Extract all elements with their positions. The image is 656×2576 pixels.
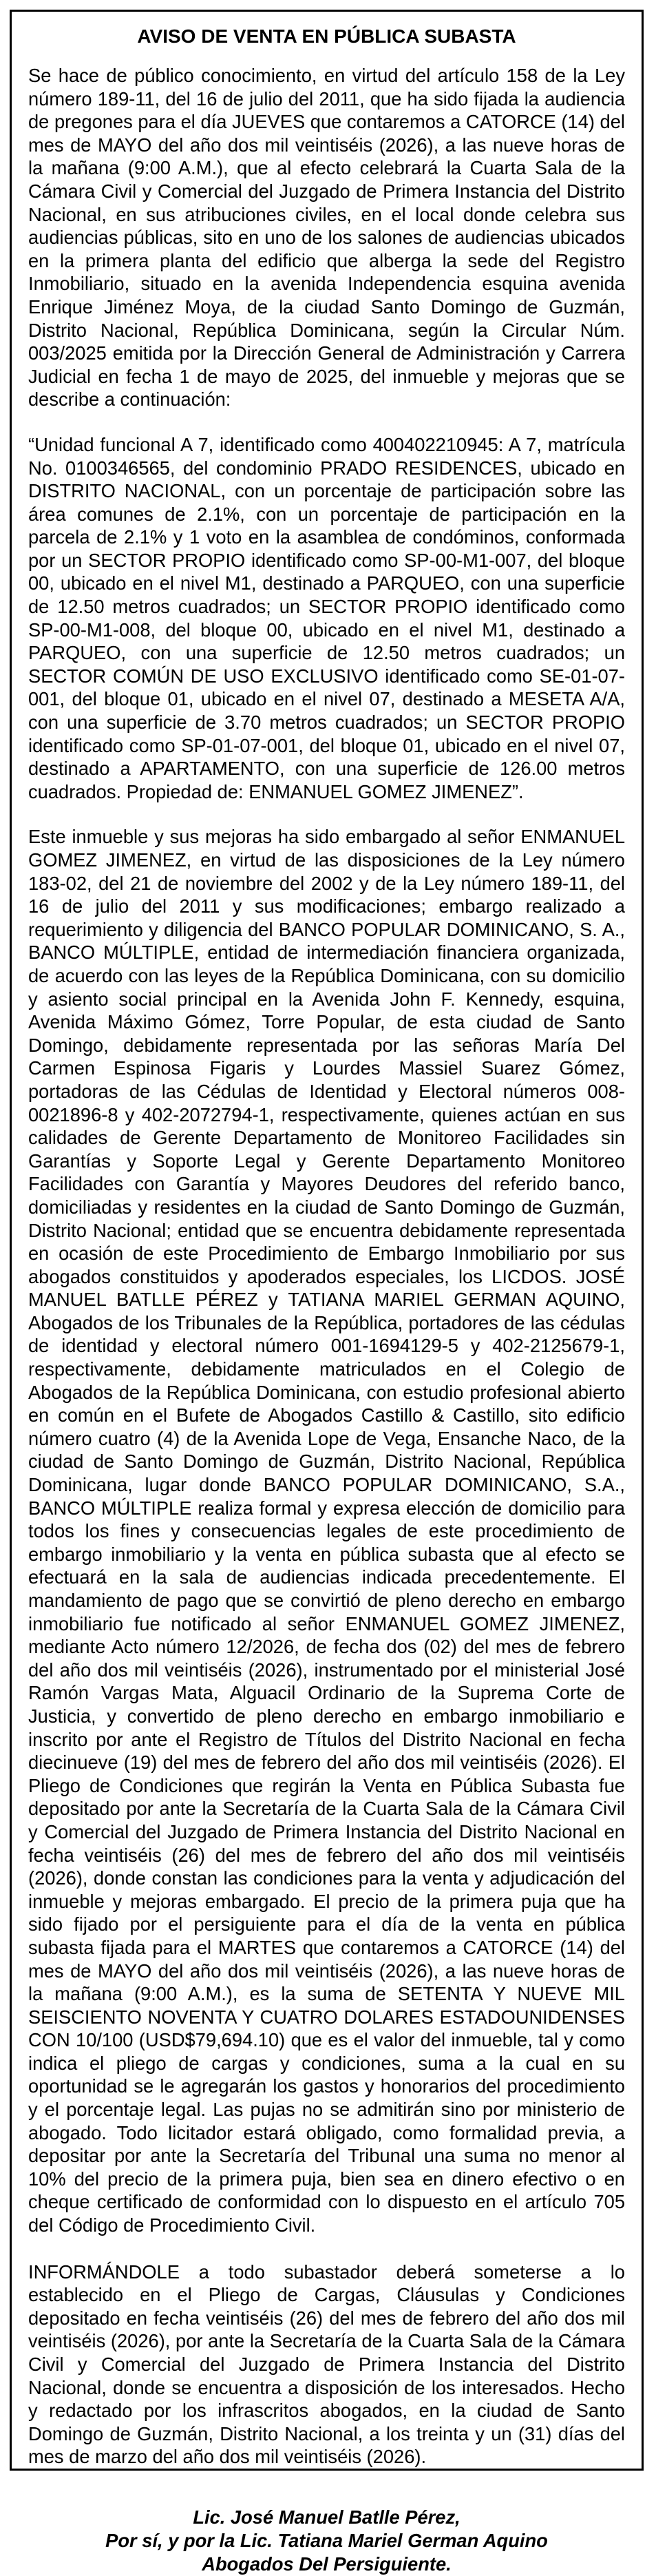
signature-line-role: Abogados Del Persiguiente.: [202, 2553, 452, 2575]
signature-line-lawyer: Lic. José Manuel Batlle Pérez,: [193, 2506, 461, 2528]
paragraph-seizure-details: Este inmueble y sus mejoras ha sido embargado al señor ENMANUEL GOMEZ JIMENEZ, en virtud de las disposiciones de la Ley número 183-02, del 21 de noviembre del 2002 y de la Ley número 189-11, del 16 de julio del 2011 y sus modificaciones; embargo realizado a requerimiento y diligencia del BANCO POPULAR DOMINICANO, S. A., BANCO MÚLTIPLE, entidad de intermediación financiera organizada, de acuerdo con las leyes de la República Dominicana, con su domicilio y asiento social principal en la Avenida John F. Kennedy, esquina, Avenida Máximo Gómez, Torre Popular, de esta ciudad de Santo Domingo, debidamente representada por las señoras María Del Carmen Espinosa Figaris y Lourdes Massiel Suarez Gómez, portadoras de las Cédulas de Identidad y Electoral números 008-0021896-8 y 402-2072794-1, respectivamente, quienes actúan en sus calidades de Gerente Departamento de Monitoreo Facilidades sin Garantías y Soporte Legal y Gerente Departamento Monitoreo Facilidades con Garantía y Mayores Deudores del referido banco, domiciliadas y residentes en la ciudad de Santo Domingo de Guzmán, Distrito Nacional; entidad que se encuentra debidamente representada en ocasión de este Procedimiento de Embargo Inmobiliario por sus abogados constituidos y apoderados especiales, los LICDOS. JOSÉ MANUEL BATLLE PÉREZ y TATIANA MARIEL GERMAN AQUINO, Abogados de los Tribunales de la República, portadores de las cédulas de identidad y electoral número 001-1694129-5 y 402-2125679-1, respectivamente, debidamente matriculados en el Colegio de Abogados de la República Dominicana, con estudio profesional abierto en común en el Bufete de Abogados Castillo & Castillo, sito edificio número cuatro (4) de la Avenida Lope de Vega, Ensanche Naco, de la ciudad de Santo Domingo de Guzmán, Distrito Nacional, República Dominicana, lugar donde BANCO POPULAR DOMINICANO, S.A., BANCO MÚLTIPLE realiza formal y expresa elección de domicilio para todos los fines y consecuencias legales de este procedimiento de embargo inmobiliario y la venta en pública subasta que al efecto se efectuará en la sala de audiencias indicada precedentemente. El mandamiento de pago que se convirtió de pleno derecho en embargo inmobiliario fue notificado al señor ENMANUEL GOMEZ JIMENEZ, mediante Acto número 12/2026, de fecha dos (02) del mes de febrero del año dos mil veintiséis (2026), instrumentado por el ministerial José Ramón Vargas Mata, Alguacil Ordinario de la Suprema Corte de Justicia, y convertido de pleno derecho en embargo inmobiliario e inscrito por ante el Registro de Títulos del Distrito Nacional en fecha diecinueve (19) del mes de febrero del año dos mil veintiséis (2026). El Pliego de Condiciones que regirán la Venta en Pública Subasta fue depositado por ante la Secretaría de la Cuarta Sala de la Cámara Civil y Comercial del Juzgado de Primera Instancia del Distrito Nacional en fecha veintiséis (26) del mes de febrero del año dos mil veintiséis (2026), donde constan las condiciones para la venta y adjudicación del inmueble y mejoras embargado. El precio de la primera puja que ha sido fijado por el persiguiente para el día de la venta en pública subasta fijada para el MARTES que contaremos a CATORCE (14) del mes de MAYO del año dos mil veintiséis (2026), a las nueve horas de la mañana (9:00 A.M.), es la suma de SETENTA Y NUEVE MIL SEISCIENTO NOVENTA Y CUATRO DOLARES ESTADOUNIDENSES CON 10/100 (USD$79,694.10) que es el valor del inmueble, tal y como indica el pliego de cargas y condiciones, suma a la cual en su oportunidad se le agregarán los gastos y honorarios del procedimiento y el porcentaje legal. Las pujas no se admitirán sino por ministerio de abogado. Todo licitador estará obligado, como formalidad previa, a depositar por ante la Secretaría del Tribunal una suma no menor al 10% del precio de la primera puja, bien sea en dinero efectivo o en cheque certificado de conformidad con lo dispuesto en el artículo 705 del Código de Procedimiento Civil.: [28, 826, 625, 2236]
legal-notice: [10, 10, 644, 2575]
paragraph-bidder-notice: INFORMÁNDOLE a todo subastador deberá someterse a lo establecido en el Pliego de Cargas, Cláusulas y Condiciones depositado en fecha veintiséis (26) del mes de febrero del año dos mil veintiséis (2026), por ante la Secretaría de la Cuarta Sala de la Cámara Civil y Comercial del Juzgado de Primera Instancia del Distrito Nacional, donde se encuentra a disposición de los interesados. Hecho y redactado por los infrascritos abogados, en la ciudad de Santo Domingo de Guzmán, Distrito Nacional, a los treinta y un (31) días del mes de marzo del año dos mil veintiséis (2026).: [28, 2261, 625, 2468]
signature-line-co-lawyer: Por sí, y por la Lic. Tatiana Mariel German Aquino: [105, 2529, 548, 2551]
paragraph-hearing-announcement: Se hace de público conocimiento, en virtud del artículo 158 de la Ley número 189-11, del 16 de julio del 2011, que ha sido fijada la audiencia de pregones para el día JUEVES que contaremos a CATORCE (14) del mes de MAYO del año dos mil veintiséis (2026), a las nueve horas de la mañana (9:00 A.M.), que al efecto celebrará la Cuarta Sala de la Cámara Civil y Comercial del Juzgado de Primera Instancia del Distrito Nacional, en sus atribuciones civiles, en el local donde celebra sus audiencias públicas, sito en uno de los salones de audiencias ubicados en la primera planta del edificio que alberga la sede del Registro Inmobiliario, situado en la avenida Independencia esquina avenida Enrique Jiménez Moya, de la ciudad Santo Domingo de Guzmán, Distrito Nacional, República Dominicana, según la Circular Núm. 003/2025 emitida por la Dirección General de Administración y Carrera Judicial en fecha 1 de mayo de 2025, del inmueble y mejoras que se describe a continuación:: [28, 65, 625, 411]
notice-title: AVISO DE VENTA EN PÚBLICA SUBASTA: [137, 25, 516, 47]
paragraph-property-description: “Unidad funcional A 7, identificado como 400402210945: A 7, matrícula No. 0100346565, del condominio PRADO RESIDENCES, ubicado en DISTRITO NACIONAL, con un porcentaje de participación sobre las área comunes de 2.1%, con un porcentaje de participación en la parcela de 2.1% y 1 voto en la asamblea de condóminos, conformada por un SECTOR PROPIO identificado como SP-00-M1-007, del bloque 00, ubicado en el nivel M1, destinado a PARQUEO, con una superficie de 12.50 metros cuadrados; un SECTOR PROPIO identificado como SP-00-M1-008, del bloque 00, ubicado en el nivel M1, destinado a PARQUEO, con una superficie de 12.50 metros cuadrados; un SECTOR COMÚN DE USO EXCLUSIVO identificado como SE-01-07-001, del bloque 01, ubicado en el nivel 07, destinado a MESETA A/A, con una superficie de 3.70 metros cuadrados; un SECTOR PROPIO identificado como SP-01-07-001, del bloque 01, ubicado en el nivel 07, destinado a APARTAMENTO, con una superficie de 126.00 metros cuadrados. Propiedad de: ENMANUEL GOMEZ JIMENEZ”.: [28, 433, 625, 802]
signature-block: [28, 2506, 625, 2576]
